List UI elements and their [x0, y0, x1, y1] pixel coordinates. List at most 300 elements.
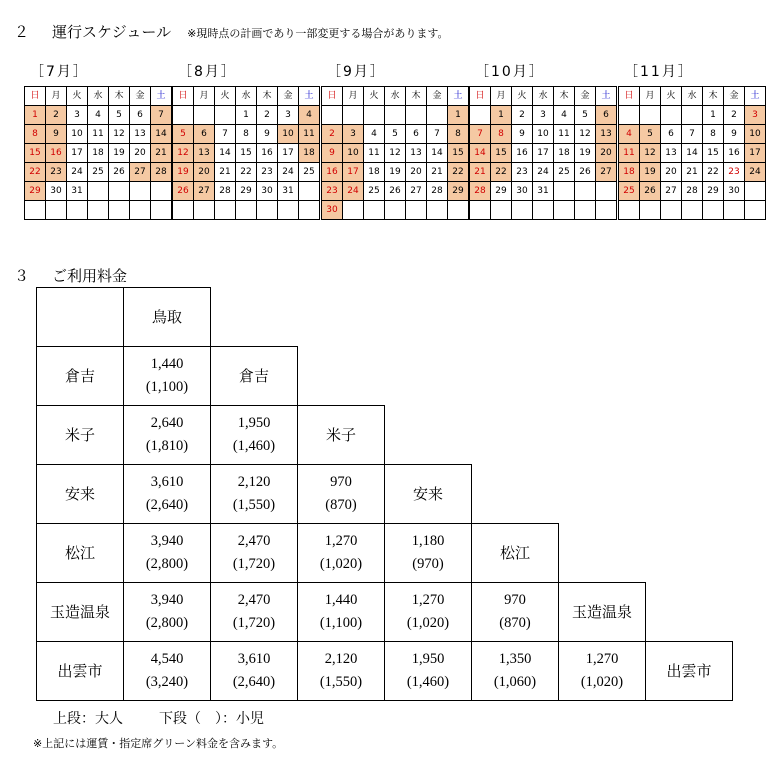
calendar-day: 12: [385, 144, 406, 163]
fare-table: [36, 287, 733, 701]
fare-cell: [298, 524, 385, 583]
calendar-day: 26: [385, 182, 406, 201]
calendar-week-row: [25, 182, 172, 201]
fare-cell: [385, 583, 472, 642]
fare-cell: [211, 583, 298, 642]
calendar-month-title: ［10月］: [475, 64, 545, 80]
calendar-day-operating: 1: [448, 106, 469, 125]
calendar-day: 26: [575, 163, 596, 182]
fare-station-label: 鳥取: [124, 288, 211, 347]
weekday-header: 水: [682, 87, 703, 106]
calendar-day: [533, 201, 554, 220]
weekday-header: 月: [640, 87, 661, 106]
calendar-day: [406, 106, 427, 125]
calendar-day-operating: 3: [343, 125, 364, 144]
fare-adult: 2,470: [237, 592, 271, 608]
calendar-day: [385, 201, 406, 220]
calendar-day: 10: [533, 125, 554, 144]
calendar-day-operating: 15: [491, 144, 512, 163]
calendar-day: [88, 182, 109, 201]
calendar-day: [46, 201, 67, 220]
calendar-day-operating: 28: [151, 163, 172, 182]
calendar-day: 23: [257, 163, 278, 182]
calendar-day: [640, 201, 661, 220]
calendar-day: [322, 106, 343, 125]
calendar-day: [448, 201, 469, 220]
calendar-week-row: [25, 106, 172, 125]
fare-child: (2,800): [145, 615, 189, 631]
section2-number: ２: [14, 23, 30, 41]
fare-station-label: 松江: [472, 524, 559, 583]
fare-cell: [559, 642, 646, 701]
calendar-day: [491, 201, 512, 220]
calendar-day: 30: [46, 182, 67, 201]
calendar-day-operating: 22: [491, 163, 512, 182]
section2-heading: [14, 21, 448, 42]
calendar-day: 6: [661, 125, 682, 144]
weekday-header: 火: [512, 87, 533, 106]
weekday-header: 月: [491, 87, 512, 106]
weekday-header: 金: [278, 87, 299, 106]
calendar-day: 21: [215, 163, 236, 182]
calendar-day: 4: [364, 125, 385, 144]
fare-adult: 1,270: [324, 533, 358, 549]
calendar-day-operating: 16: [46, 144, 67, 163]
fare-header-row: [37, 288, 733, 347]
calendar-day: 19: [109, 144, 130, 163]
calendar-day: 18: [88, 144, 109, 163]
calendar-day-operating: 29: [448, 182, 469, 201]
fare-blank-cell: [559, 406, 646, 465]
calendar-week-row: [322, 144, 469, 163]
weekday-header: 水: [385, 87, 406, 106]
calendar-day-operating: 26: [173, 182, 194, 201]
calendar-day: 5: [385, 125, 406, 144]
calendar-day: 17: [533, 144, 554, 163]
calendar-month-title: ［7月］: [30, 64, 89, 80]
calendar-day: [109, 182, 130, 201]
calendar-weekday-row: [322, 87, 469, 106]
fare-cell: [385, 642, 472, 701]
fare-child: (970): [412, 556, 444, 572]
fare-child: (1,460): [232, 438, 276, 454]
fare-child: (1,550): [319, 674, 363, 690]
calendar-day: 29: [703, 182, 724, 201]
fare-child: (870): [325, 497, 357, 513]
calendar-day-operating: 10: [343, 144, 364, 163]
calendar-day: 18: [364, 163, 385, 182]
calendar-day: 12: [109, 125, 130, 144]
weekday-header: 日: [322, 87, 343, 106]
fare-cell: [211, 406, 298, 465]
calendar-day: [130, 182, 151, 201]
calendar-day: 25: [299, 163, 320, 182]
calendar-day: [25, 201, 46, 220]
calendar-day-operating: 22: [448, 163, 469, 182]
fare-cell: [298, 583, 385, 642]
calendar-day: 19: [575, 144, 596, 163]
calendar-day: [596, 201, 617, 220]
fare-row: [37, 406, 733, 465]
calendar-week-row: [619, 144, 766, 163]
calendar-day: 20: [130, 144, 151, 163]
calendar-day: 9: [512, 125, 533, 144]
weekday-header: 土: [745, 87, 766, 106]
calendar-day: [427, 106, 448, 125]
calendar-day: [151, 182, 172, 201]
weekday-header: 火: [67, 87, 88, 106]
calendar-day: 7: [682, 125, 703, 144]
calendar-day-operating: 18: [619, 163, 640, 182]
calendar-day: 31: [278, 182, 299, 201]
calendar-day-operating: 5: [173, 125, 194, 144]
calendar-day-operating: 4: [299, 106, 320, 125]
calendar-day: 22: [236, 163, 257, 182]
calendar-month-title: ［11月］: [624, 64, 694, 80]
fare-cell: [298, 465, 385, 524]
weekday-header: 金: [130, 87, 151, 106]
calendar-day-operating: 19: [173, 163, 194, 182]
calendar-day: [427, 201, 448, 220]
calendar-day: 2: [724, 106, 745, 125]
fare-child: (1,020): [319, 556, 363, 572]
calendar-day: 21: [682, 163, 703, 182]
weekday-header: 土: [596, 87, 617, 106]
fare-row: [37, 642, 733, 701]
legend-child: 下段（ ）：小児: [159, 711, 264, 727]
fare-adult: 1,950: [411, 651, 445, 667]
fare-child: (1,550): [232, 497, 276, 513]
fare-cell: [124, 583, 211, 642]
calendar-day-operating: 9: [322, 144, 343, 163]
fare-child: (870): [499, 615, 531, 631]
calendar-week-row: [25, 201, 172, 220]
fare-blank-cell: [385, 406, 472, 465]
weekday-header: 月: [343, 87, 364, 106]
weekday-header: 木: [257, 87, 278, 106]
calendar-day-operating: 27: [596, 163, 617, 182]
calendar-day: 11: [88, 125, 109, 144]
fare-child: (1,020): [580, 674, 624, 690]
calendar-day-operating: 24: [745, 163, 766, 182]
calendar-day: 8: [703, 125, 724, 144]
calendar-day-operating: 13: [194, 144, 215, 163]
fare-child: (2,640): [232, 674, 276, 690]
calendar-day: 3: [533, 106, 554, 125]
calendar-week-row: [322, 201, 469, 220]
calendar-day: 5: [575, 106, 596, 125]
calendar-day-operating: 28: [470, 182, 491, 201]
calendar-day: 5: [109, 106, 130, 125]
fare-origin-label: 出雲市: [37, 642, 124, 701]
calendar-week-row: [619, 201, 766, 220]
fare-blank-cell: [298, 347, 385, 406]
weekday-header: 土: [151, 87, 172, 106]
calendar-day: 25: [364, 182, 385, 201]
calendar-day: 28: [215, 182, 236, 201]
calendar-day-operating: 17: [745, 144, 766, 163]
weekday-header: 火: [661, 87, 682, 106]
calendar-day: [385, 106, 406, 125]
calendar-day-operating: 18: [299, 144, 320, 163]
calendar-day: 3: [67, 106, 88, 125]
fare-row: [37, 465, 733, 524]
calendar-day: 16: [724, 144, 745, 163]
calendar-day-operating: 21: [151, 144, 172, 163]
calendar-day-operating: 30: [322, 201, 343, 220]
calendar-month: [172, 86, 320, 220]
calendar-day: 7: [215, 125, 236, 144]
fare-child: (1,720): [232, 615, 276, 631]
calendar-week-row: [173, 182, 320, 201]
calendar-day: 30: [257, 182, 278, 201]
calendar-week-row: [470, 106, 617, 125]
calendar-day: [343, 106, 364, 125]
calendar-day: [575, 182, 596, 201]
fare-cell: [472, 642, 559, 701]
calendar-day: 11: [554, 125, 575, 144]
fare-cell: [472, 583, 559, 642]
calendar-month: [321, 86, 469, 220]
fare-blank-cell: [559, 524, 646, 583]
calendar-day: 19: [385, 163, 406, 182]
calendar-day: 1: [703, 106, 724, 125]
calendar-day-operating: 15: [25, 144, 46, 163]
fare-footnote: ※上記には運賃・指定席グリーン料金を含みます。: [33, 737, 284, 750]
fare-station-label: 倉吉: [211, 347, 298, 406]
fare-adult: 1,180: [411, 533, 445, 549]
calendar-week-row: [619, 163, 766, 182]
calendar-day: [257, 201, 278, 220]
calendar-day: 14: [682, 144, 703, 163]
fare-cell: [124, 406, 211, 465]
weekday-header: 火: [364, 87, 385, 106]
fare-child: (1,020): [406, 615, 450, 631]
calendar-day: 28: [427, 182, 448, 201]
fare-child: (1,810): [145, 438, 189, 454]
calendar-day: 27: [661, 182, 682, 201]
calendar-day-operating: 6: [194, 125, 215, 144]
fare-child: (2,640): [145, 497, 189, 513]
calendar-day: [173, 106, 194, 125]
calendar-day: 15: [703, 144, 724, 163]
weekday-header: 木: [109, 87, 130, 106]
calendar-month: [24, 86, 172, 220]
weekday-header: 土: [299, 87, 320, 106]
fare-adult: 4,540: [150, 651, 184, 667]
calendar-day: 24: [67, 163, 88, 182]
fare-cell: [124, 524, 211, 583]
weekday-header: 土: [448, 87, 469, 106]
section3-number: ３: [14, 267, 30, 285]
calendar-day: [215, 106, 236, 125]
calendar-day: 23: [724, 163, 745, 182]
calendar-day: [470, 201, 491, 220]
calendar-day: [661, 106, 682, 125]
fare-station-label: 安来: [385, 465, 472, 524]
calendar-week-row: [25, 163, 172, 182]
calendar-day-operating: 27: [194, 182, 215, 201]
calendar-day-operating: 7: [151, 106, 172, 125]
calendar-week-row: [470, 201, 617, 220]
calendar-day: [278, 201, 299, 220]
weekday-header: 日: [619, 87, 640, 106]
calendar-day: 2: [257, 106, 278, 125]
fare-child: (1,100): [145, 379, 189, 395]
calendar-day-operating: 12: [640, 144, 661, 163]
calendar-month: [469, 86, 617, 220]
fare-child: (1,460): [406, 674, 450, 690]
calendar-day: [130, 201, 151, 220]
calendar-day: [151, 201, 172, 220]
section3-heading: [14, 265, 127, 286]
fare-adult: 2,470: [237, 533, 271, 549]
calendar-day-operating: 26: [640, 182, 661, 201]
fare-blank-cell: [472, 347, 559, 406]
calendar-day: [470, 106, 491, 125]
weekday-header: 月: [194, 87, 215, 106]
calendar-day-operating: 12: [173, 144, 194, 163]
fare-origin-label: 松江: [37, 524, 124, 583]
calendar-day: 26: [109, 163, 130, 182]
calendar-day-operating: 4: [619, 125, 640, 144]
calendar-day-operating: 8: [448, 125, 469, 144]
calendar-week-row: [470, 163, 617, 182]
calendar-day: 13: [130, 125, 151, 144]
calendar-day: 31: [533, 182, 554, 201]
calendar-day: [703, 201, 724, 220]
fare-adult: 1,440: [150, 356, 184, 372]
calendar-day-operating: 1: [491, 106, 512, 125]
calendar-day: 29: [236, 182, 257, 201]
fare-child: (1,720): [232, 556, 276, 572]
calendar-week-row: [173, 125, 320, 144]
calendar-week-row: [470, 144, 617, 163]
fare-origin-label: 安来: [37, 465, 124, 524]
calendar-day-operating: 5: [640, 125, 661, 144]
calendar-day: 31: [67, 182, 88, 201]
weekday-header: 木: [554, 87, 575, 106]
calendar-week-row: [322, 163, 469, 182]
calendar-day: 9: [724, 125, 745, 144]
fare-origin-label: 倉吉: [37, 347, 124, 406]
calendar-day: [299, 201, 320, 220]
fare-adult: 3,610: [237, 651, 271, 667]
calendar-week-row: [470, 125, 617, 144]
calendar-day: [554, 182, 575, 201]
fare-adult: 970: [330, 474, 352, 490]
calendar-day: [682, 201, 703, 220]
fare-blank-cell: [559, 288, 646, 347]
fare-adult: 3,940: [150, 592, 184, 608]
calendar-day-operating: 23: [46, 163, 67, 182]
calendar-day: 20: [661, 163, 682, 182]
calendar-day: 13: [406, 144, 427, 163]
calendar-day: 27: [406, 182, 427, 201]
fare-cell: [124, 347, 211, 406]
fare-blank-cell: [559, 465, 646, 524]
calendar-day-operating: 11: [299, 125, 320, 144]
calendar-day-operating: 11: [619, 144, 640, 163]
calendar-day: 22: [703, 163, 724, 182]
fare-child: (3,240): [145, 674, 189, 690]
calendar-day: [619, 201, 640, 220]
calendar-day: 13: [661, 144, 682, 163]
calendar-day-operating: 2: [322, 125, 343, 144]
calendar-day: 24: [278, 163, 299, 182]
fare-adult: 1,270: [411, 592, 445, 608]
calendar-day-operating: 15: [448, 144, 469, 163]
weekday-header: 金: [427, 87, 448, 106]
calendar-day: 10: [67, 125, 88, 144]
fare-child: (2,800): [145, 556, 189, 572]
calendar-day: 20: [406, 163, 427, 182]
calendar-day-operating: 27: [130, 163, 151, 182]
calendar-week-row: [619, 182, 766, 201]
fare-cell: [385, 524, 472, 583]
calendar-day-operating: 9: [46, 125, 67, 144]
calendar-day: [724, 201, 745, 220]
calendar-day: [194, 106, 215, 125]
calendar-week-row: [322, 106, 469, 125]
calendar-day-operating: 6: [596, 106, 617, 125]
calendar-day-operating: 24: [343, 182, 364, 201]
fare-station-label: 米子: [298, 406, 385, 465]
weekday-header: 日: [25, 87, 46, 106]
calendar-day: [575, 201, 596, 220]
calendar-weekday-row: [619, 87, 766, 106]
calendar-day: [299, 182, 320, 201]
calendar-week-row: [470, 182, 617, 201]
calendar-day: 1: [236, 106, 257, 125]
legend-adult: 上段：大人: [53, 711, 123, 727]
fare-cell: [124, 642, 211, 701]
calendar-day: [343, 201, 364, 220]
fare-blank-cell: [298, 288, 385, 347]
calendar-week-row: [173, 106, 320, 125]
calendar-day: [745, 182, 766, 201]
weekday-header: 金: [575, 87, 596, 106]
calendar-day: [619, 106, 640, 125]
calendar-week-row: [173, 163, 320, 182]
fare-blank-cell: [472, 465, 559, 524]
weekday-header: 日: [173, 87, 194, 106]
weekday-header: 日: [470, 87, 491, 106]
calendar-day-operating: 8: [491, 125, 512, 144]
fare-blank-cell: [559, 347, 646, 406]
fare-adult: 3,610: [150, 474, 184, 490]
calendar-day: [640, 106, 661, 125]
weekday-header: 金: [724, 87, 745, 106]
calendar-day: [215, 201, 236, 220]
weekday-header: 月: [46, 87, 67, 106]
calendar-week-row: [322, 125, 469, 144]
calendar-day: 16: [512, 144, 533, 163]
fare-row: [37, 583, 733, 642]
calendar-day: [596, 182, 617, 201]
fare-blank-cell: [385, 347, 472, 406]
calendar-week-row: [173, 201, 320, 220]
calendar-day-operating: 7: [470, 125, 491, 144]
schedule-note: ※現時点の計画であり一部変更する場合があります。: [187, 27, 449, 40]
fare-legend: [53, 708, 264, 728]
calendar-day: [745, 201, 766, 220]
calendar-day: [364, 201, 385, 220]
calendar-day: [661, 201, 682, 220]
weekday-header: 水: [236, 87, 257, 106]
calendar-day: 6: [130, 106, 151, 125]
calendar-day-operating: 2: [46, 106, 67, 125]
